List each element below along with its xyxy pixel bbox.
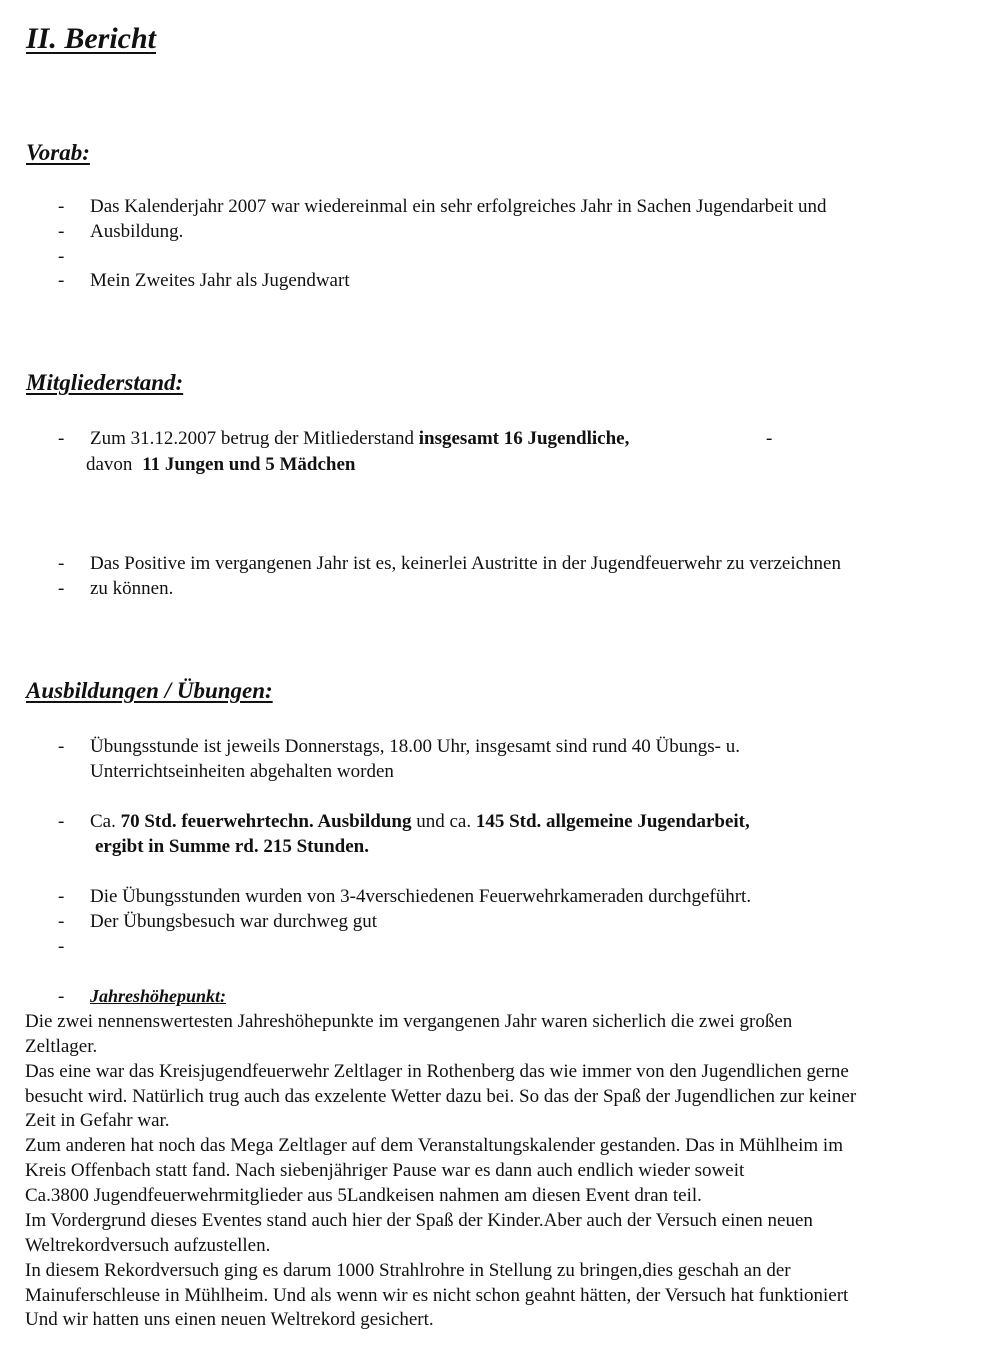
section-heading-vorab: Vorab: (26, 140, 90, 165)
vorab-line: Mein Zweites Jahr als Jugendwart (90, 270, 350, 291)
bullet-dash: - (58, 911, 65, 932)
paragraph-line: besucht wird. Natürlich trug auch das exzelente Wetter dazu bei. So das der Spaß der Jugendlichen zur keiner (25, 1086, 857, 1107)
bullet-dash: - (58, 196, 65, 217)
section-heading-mitgliederstand: Mitgliederstand: (26, 370, 184, 395)
mitglieder-line-2 (86, 454, 355, 476)
mitglieder-text: Zum 31.12.2007 betrug der Mitliederstand (90, 428, 419, 449)
bullet-dash: - (58, 428, 65, 449)
ausbildung-total-hours: ergibt in Summe rd. 215 Stunden. (95, 836, 369, 857)
paragraph-line: Die zwei nennenswertesten Jahreshöhepunkte im vergangenen Jahr waren sicherlich die zwei großen (25, 1011, 793, 1032)
positive-line: Das Positive im vergangenen Jahr ist es, keinerlei Austritte in der Jugendfeuerwehr zu verzeichnen (90, 553, 841, 574)
bullet-dash: - (58, 221, 65, 242)
bullet-dash: - (58, 886, 65, 907)
bullet-dash: - (58, 986, 65, 1007)
bullet-dash: - (58, 936, 65, 957)
section-heading-ausbildungen: Ausbildungen / Übungen: (26, 678, 273, 703)
bullet-dash: - (58, 246, 65, 267)
bullet-dash: - (58, 270, 65, 291)
bullet-dash: - (58, 578, 65, 599)
paragraph-line: Ca.3800 Jugendfeuerwehrmitglieder aus 5Landkeisen nahmen am diesen Event dran teil. (25, 1185, 702, 1206)
paragraph-line: Weltrekordversuch aufzustellen. (25, 1235, 271, 1256)
paragraph-line: In diesem Rekordversuch ging es darum 1000 Strahlrohre in Stellung zu bringen,dies geschah an der (25, 1260, 791, 1281)
ausbildung-text: und ca. (411, 811, 476, 832)
paragraph-line: Und wir hatten uns einen neuen Weltrekord gesichert. (25, 1309, 434, 1330)
ausbildung-line: Unterrichtseinheiten abgehalten worden (90, 761, 394, 782)
mitglieder-breakdown: 11 Jungen und 5 Mädchen (142, 454, 356, 475)
ausbildung-technical-hours: 70 Std. feuerwehrtechn. Ausbildung (120, 811, 412, 832)
paragraph-line: Das eine war das Kreisjugendfeuerwehr Zeltlager in Rothenberg das wie immer von den Jugendlichen gerne (25, 1061, 849, 1082)
ausbildung-hours-line (90, 811, 750, 833)
document-title: II. Bericht (26, 22, 157, 55)
bullet-dash: - (58, 736, 65, 757)
bullet-dash: - (58, 811, 65, 832)
vorab-line: Ausbildung. (90, 221, 184, 242)
paragraph-line: Kreis Offenbach statt fand. Nach siebenjähriger Pause war es dann auch endlich wieder soweit (25, 1160, 745, 1181)
positive-line: zu können. (90, 578, 174, 599)
paragraph-line: Zeltlager. (25, 1036, 98, 1057)
trailing-dash: - (766, 428, 773, 449)
paragraph-line: Mainuferschleuse in Mühlheim. Und als wenn wir es nicht schon geahnt hätten, der Versuch hat funktioniert (25, 1285, 849, 1306)
ausbildung-text: Ca. (90, 811, 121, 832)
mitglieder-text: davon (86, 454, 138, 475)
vorab-line: Das Kalenderjahr 2007 war wiedereinmal ein sehr erfolgreiches Jahr in Sachen Jugendarbeit und (90, 196, 827, 217)
bullet-dash: - (58, 553, 65, 574)
paragraph-line: Zum anderen hat noch das Mega Zeltlager auf dem Veranstaltungskalender gestanden. Das in Mühlheim im (25, 1135, 843, 1156)
mitglieder-total: insgesamt 16 Jugendliche, (418, 428, 630, 449)
mitglieder-line-1 (90, 428, 629, 450)
paragraph-line: Zeit in Gefahr war. (25, 1110, 170, 1131)
ausbildung-line: Die Übungsstunden wurden von 3-4verschiedenen Feuerwehrkameraden durchgeführt. (90, 886, 752, 907)
sub-heading-jahreshoehepunkt: Jahreshöhepunkt: (90, 986, 227, 1006)
ausbildung-line: Übungsstunde ist jeweils Donnerstags, 18.00 Uhr, insgesamt sind rund 40 Übungs- u. (90, 736, 740, 757)
ausbildung-general-hours: 145 Std. allgemeine Jugendarbeit, (475, 811, 750, 832)
ausbildung-line: Der Übungsbesuch war durchweg gut (90, 911, 378, 932)
paragraph-line: Im Vordergrund dieses Eventes stand auch hier der Spaß der Kinder.Aber auch der Versuch einen neuen (25, 1210, 813, 1231)
